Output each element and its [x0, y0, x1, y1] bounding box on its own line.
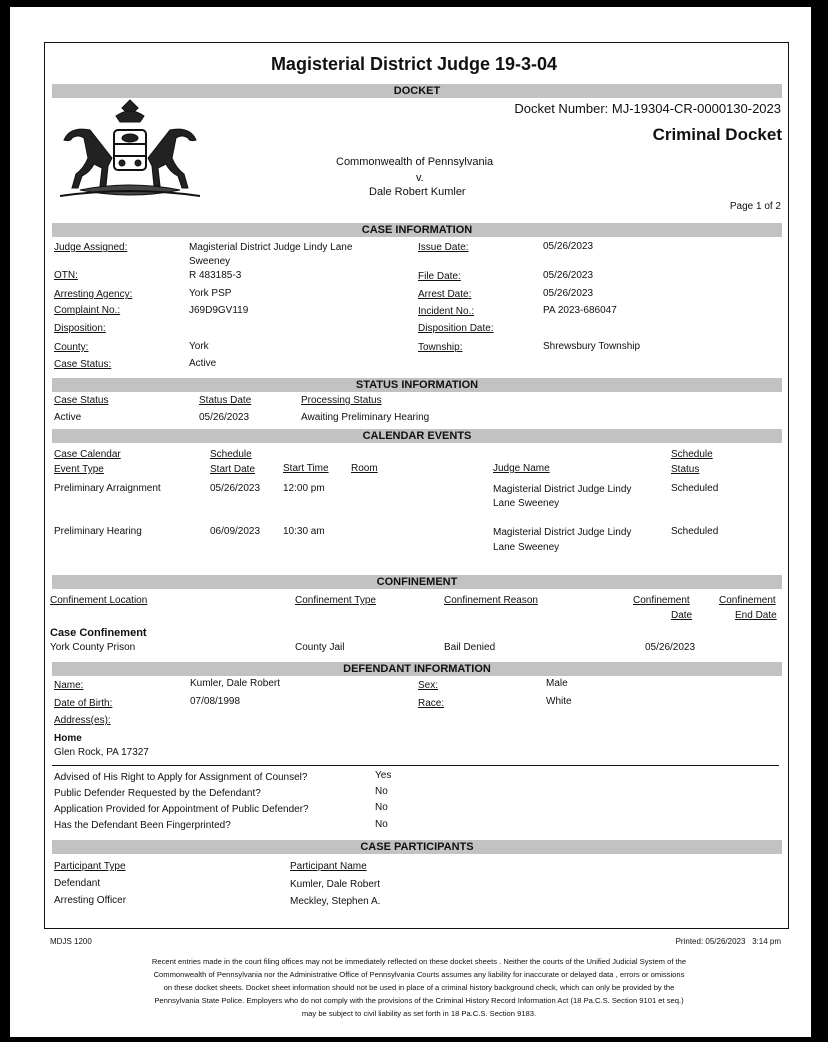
- event-date: 05/26/2023: [210, 483, 261, 494]
- defendant-information-bar: DEFENDANT INFORMATION: [52, 662, 782, 676]
- race-value: White: [546, 696, 572, 707]
- conf-col-end-1: Confinement: [719, 595, 776, 606]
- court-title: Magisterial District Judge 19-3-04: [270, 54, 558, 74]
- confinement-date: 05/26/2023: [645, 642, 696, 653]
- event-time: 10:30 am: [283, 526, 325, 537]
- cal-col-start-date: Start Date: [210, 464, 256, 475]
- sex-value: Male: [546, 678, 568, 689]
- participant-col-type: Participant Type: [54, 861, 126, 872]
- file-date-label: File Date:: [418, 271, 461, 282]
- confinement-location: York County Prison: [50, 642, 136, 653]
- incident-no-label: Incident No.:: [418, 306, 475, 317]
- cal-col-start-time: Start Time: [283, 463, 329, 474]
- event-time: 12:00 pm: [283, 483, 325, 494]
- docket-number: Docket Number: MJ-19304-CR-0000130-2023: [514, 101, 781, 116]
- question-answer: Yes: [375, 770, 392, 781]
- cal-col-schedule-2: Schedule: [671, 449, 713, 460]
- docket-type: Criminal Docket: [652, 125, 782, 144]
- question-answer: No: [375, 802, 388, 813]
- complaint-no: J69D9GV119: [189, 305, 249, 316]
- cal-col-room: Room: [351, 463, 378, 474]
- divider: [52, 765, 779, 766]
- event-status: Scheduled: [671, 483, 719, 494]
- disposition-label: Disposition:: [54, 323, 106, 334]
- status-information-bar: STATUS INFORMATION: [52, 378, 782, 392]
- participant-type: Defendant: [54, 878, 101, 889]
- pennsylvania-seal-icon: [50, 98, 218, 208]
- incident-no: PA 2023-686047: [543, 305, 617, 316]
- calendar-events-bar: CALENDAR EVENTS: [52, 429, 782, 443]
- disclaimer-line: may be subject to civil liability as set forth in 18 Pa.C.S. Section 9183.: [301, 1009, 537, 1018]
- cal-col-schedule: Schedule: [210, 449, 252, 460]
- confinement-bar: CONFINEMENT: [52, 575, 782, 589]
- event-type: Preliminary Hearing: [54, 526, 142, 537]
- issue-date: 05/26/2023: [543, 241, 594, 252]
- judge-assigned-line2: Sweeney: [189, 256, 231, 267]
- issue-date-label: Issue Date:: [418, 242, 469, 253]
- dob-value: 07/08/1998: [190, 696, 241, 707]
- county-value: York: [189, 341, 209, 352]
- printed-timestamp: Printed: 05/26/2023 3:14 pm: [675, 937, 781, 946]
- disclaimer-line: on these docket sheets. Docket sheet information should not be used in place of a criminal history background check, which can only be provided by the: [163, 983, 675, 992]
- cal-col-status: Status: [671, 464, 700, 475]
- event-judge-line2: Lane Sweeney: [493, 498, 560, 509]
- event-judge-line2: Lane Sweeney: [493, 542, 560, 553]
- otn-value: R 483185-3: [189, 270, 242, 281]
- event-judge-line1: Magisterial District Judge Lindy: [493, 527, 632, 538]
- cal-col-event-type: Event Type: [54, 464, 104, 475]
- question-text: Public Defender Requested by the Defendant?: [54, 788, 261, 799]
- judge-assigned-line1: Magisterial District Judge Lindy Lane: [189, 242, 353, 253]
- conf-col-type: Confinement Type: [295, 595, 376, 606]
- processing-status: Awaiting Preliminary Hearing: [301, 412, 430, 423]
- form-number: MDJS 1200: [50, 937, 92, 946]
- arrest-date: 05/26/2023: [543, 288, 594, 299]
- docket-bar: DOCKET: [52, 84, 782, 98]
- county-label: County:: [54, 342, 89, 353]
- page-indicator: Page 1 of 2: [729, 201, 781, 212]
- cal-col-calendar: Case Calendar: [54, 449, 121, 460]
- question-answer: No: [375, 786, 388, 797]
- question-text: Advised of His Right to Apply for Assignment of Counsel?: [54, 772, 308, 783]
- status-col-status-date: Status Date: [199, 395, 252, 406]
- case-confinement-heading: Case Confinement: [50, 627, 147, 639]
- judge-assigned-label: Judge Assigned:: [54, 242, 128, 253]
- event-status: Scheduled: [671, 526, 719, 537]
- address-value: Glen Rock, PA 17327: [54, 747, 149, 758]
- defendant-name-label: Name:: [54, 680, 84, 691]
- caption-defendant: Dale Robert Kumler: [369, 186, 466, 198]
- confinement-reason: Bail Denied: [444, 642, 496, 653]
- status-value: Active: [54, 412, 82, 423]
- confinement-type: County Jail: [295, 642, 345, 653]
- sex-label: Sex:: [418, 680, 439, 691]
- conf-col-date-1: Confinement: [633, 595, 690, 606]
- event-type: Preliminary Arraignment: [54, 483, 161, 494]
- case-status-value: Active: [189, 358, 217, 369]
- race-label: Race:: [418, 698, 445, 709]
- status-col-processing: Processing Status: [301, 395, 382, 406]
- participant-col-name: Participant Name: [290, 861, 367, 872]
- arresting-agency: York PSP: [189, 288, 232, 299]
- arrest-date-label: Arrest Date:: [418, 289, 472, 300]
- case-status-label: Case Status:: [54, 359, 112, 370]
- caption-plaintiff: Commonwealth of Pennsylvania: [336, 156, 494, 168]
- participant-name: Meckley, Stephen A.: [290, 896, 381, 907]
- cal-col-judge-name: Judge Name: [493, 463, 550, 474]
- disclaimer-line: Pennsylvania State Police. Employers who do not comply with the provisions of the Criminal History Record Information Act (18 Pa.C.S. Section 9101 et seq.): [154, 996, 684, 1005]
- case-participants-bar: CASE PARTICIPANTS: [52, 840, 782, 854]
- township-value: Shrewsbury Township: [543, 341, 641, 352]
- conf-col-location: Confinement Location: [50, 595, 148, 606]
- conf-col-reason: Confinement Reason: [444, 595, 538, 606]
- status-col-case-status: Case Status: [54, 395, 109, 406]
- case-information-bar: CASE INFORMATION: [52, 223, 782, 237]
- defendant-name: Kumler, Dale Robert: [190, 678, 281, 689]
- event-date: 06/09/2023: [210, 526, 261, 537]
- otn-label: OTN:: [54, 270, 78, 281]
- address-label: Address(es):: [54, 715, 111, 726]
- question-text: Application Provided for Appointment of Public Defender?: [54, 804, 309, 815]
- disclaimer-line: Commonwealth of Pennsylvania nor the Administrative Office of Pennsylvania Courts assumes any liability for inaccurate or delayed data , errors or omissions: [153, 970, 685, 979]
- arresting-agency-label: Arresting Agency:: [54, 289, 133, 300]
- event-judge-line1: Magisterial District Judge Lindy: [493, 484, 632, 495]
- participant-name: Kumler, Dale Robert: [290, 879, 381, 890]
- dob-label: Date of Birth:: [54, 698, 113, 709]
- conf-col-date-2: Date: [671, 610, 693, 621]
- conf-col-end-2: End Date: [735, 610, 777, 621]
- disposition-date-label: Disposition Date:: [418, 323, 494, 334]
- participant-type: Arresting Officer: [54, 895, 127, 906]
- question-answer: No: [375, 819, 388, 830]
- address-type: Home: [54, 733, 82, 744]
- caption-v: v.: [416, 172, 424, 184]
- file-date: 05/26/2023: [543, 270, 594, 281]
- status-date: 05/26/2023: [199, 412, 250, 423]
- question-text: Has the Defendant Been Fingerprinted?: [54, 820, 231, 831]
- complaint-no-label: Complaint No.:: [54, 305, 121, 316]
- disclaimer-line: Recent entries made in the court filing offices may not be immediately reflected on these docket sheets . Neither the courts of the Unified Judicial System of the: [151, 957, 687, 966]
- township-label: Township:: [418, 342, 463, 353]
